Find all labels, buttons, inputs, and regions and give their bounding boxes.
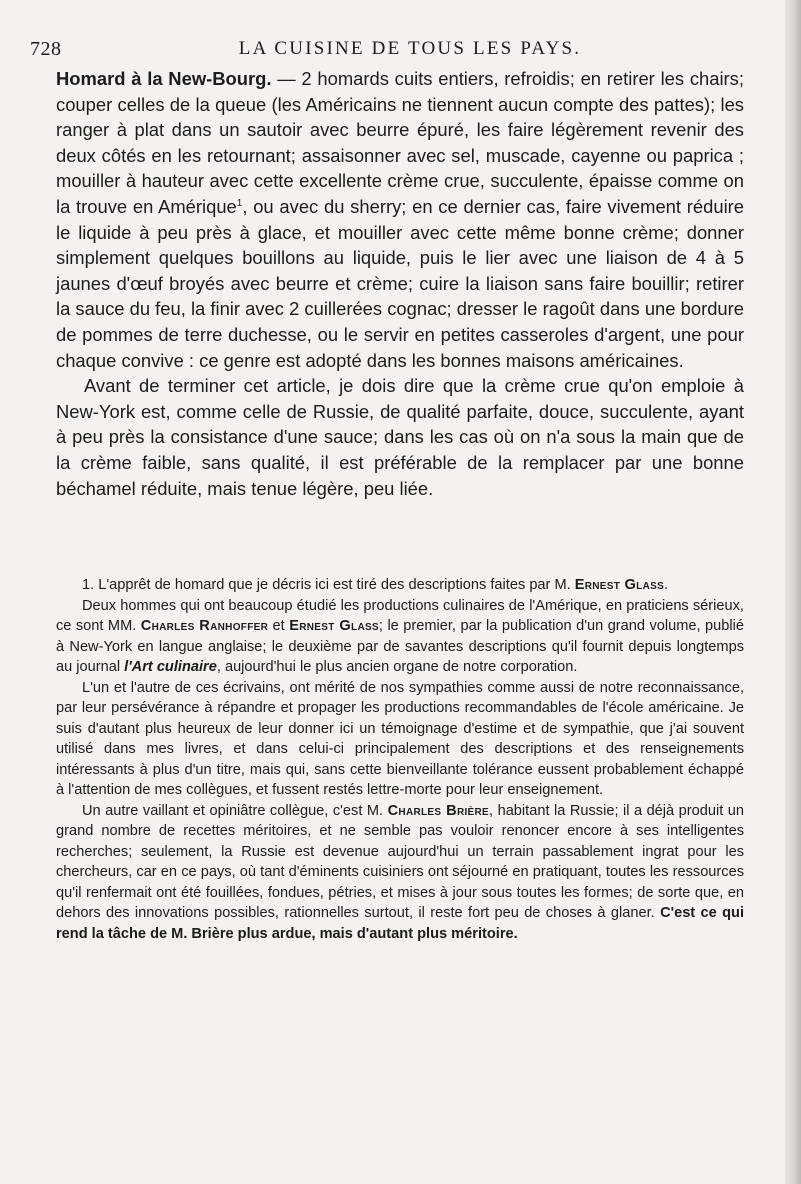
fn4-text-c: C'est ce qui rend la tâche de M. Brière plus ardue, mais d'autant plus méritoire. <box>56 905 745 942</box>
author-name: Ernest Glass <box>289 618 379 634</box>
author-name: Charles Brière <box>387 802 490 819</box>
fn2-text-c: , aujourd'hui le plus ancien organe de notre corporation. <box>216 659 578 675</box>
fn2-and: et <box>268 618 290 634</box>
recipe-paragraph <box>56 66 744 373</box>
page-edge <box>785 0 801 1184</box>
recipe-title: Homard à la New-Bourg. <box>56 68 272 89</box>
footnote-paragraph-2 <box>56 596 744 678</box>
author-name: Charles Ranhoffer <box>140 618 269 634</box>
footnote-1 <box>56 575 744 596</box>
footnotes <box>56 575 744 944</box>
recipe-text-part2: , ou avec du sherry; en ce dernier cas, faire vivement réduire le liquide à peu près à glace, et mouiller avec cette même bonne crème; donner simplement quelques bouillons au liquide, puis le lier avec une liaison de 4 à 5 jaunes d'œuf broyés avec beurre et crème; cuire la liaison sans faire bouillir; retirer la sauce du feu, la finir avec 2 cuillerées cognac; dresser le ragoût dans une bordure de pommes de terre duchesse, ou le servir en petites casseroles d'argent, une pour chaque convive : ce genre est adopté dans les bonnes maisons américaines. <box>56 195 745 371</box>
fn4-text-b: , habitant la Russie; il a déjà produit un grand nombre de recettes méritoires, et ne semble pas vouloir renoncer encore à ses intelligentes recherches; seulement, la Russie est devenue aujourd'hui un terrain passablement ingrat pour les chercheurs, car en ce pays, où tant d'éminents cuisiniers ont séjourné en pratiquant, toutes les ressources qu'il renfermait ont été fouillées, fondues, pétries, et mises à jour sous toutes les formes; de sorte que, en dehors des innovations possibles, rationnelles surtout, il reste fort peu de choses à glaner. <box>56 802 744 921</box>
fn4-text-a: Un autre vaillant et opiniâtre collègue, c'est M. <box>82 802 388 819</box>
main-text <box>56 66 744 501</box>
journal-title: l'Art culinaire <box>124 659 217 675</box>
recipe-text-part1: — 2 homards cuits entiers, refroidis; en retirer les chairs; couper celles de la queue (les Américains ne tiennent aucun compte des pattes); les ranger à plat dans un sautoir avec beurre épuré, les faire légèrement revenir des deux côtés en les retournant; assaisonner avec sel, muscade, cayenne ou paprica ; mouiller à hauteur avec cette excellente crème crue, succulente, épaisse comme on la trouve en Amérique <box>56 68 744 217</box>
footnote-paragraph-3: L'un et l'autre de ces écrivains, ont mérité de nos sympathies comme aussi de notre reconnaissance, par leur persévérance à répandre et propager les productions recommandables de l'école américaine. Je suis d'autant plus heureux de leur donner ici un témoignage d'estime et de sympathie, que j'ai souvent utilisé dans mes livres, et dans celui-ci principalement des descriptions et des renseignements intéressants à plus d'un titre, mais qui, sans cette bienveillante tolérance eussent probablement échappé à l'attention de mes collègues, et fussent restés lettre-morte pour leur enseignement. <box>56 679 744 798</box>
footnote-paragraph-4 <box>56 801 744 945</box>
page-header <box>30 38 750 62</box>
running-title: LA CUISINE DE TOUS LES PAYS. <box>238 38 582 59</box>
author-name: Ernest Glass <box>574 577 665 593</box>
closing-paragraph: Avant de terminer cet article, je dois dire que la crème crue qu'on emploie à New-York est, comme celle de Russie, de qualité parfaite, douce, succulente, ayant à peu près la consistance d'une sauce; dans les cas où on n'a sous la main que de la crème faible, sans qualité, il est préférable de la remplacer par une bonne béchamel réduite, mais tenue légère, peu liée. <box>56 375 744 499</box>
footnote-ref: 1 <box>236 197 243 209</box>
page-number: 728 <box>30 38 62 60</box>
fn2-text-b: ; le premier, par la publication d'un grand volume, publié à New-York en langue anglaise; le deuxième par de savantes descriptions qu'il fournit depuis longtemps au journal <box>56 618 744 675</box>
footnote-1-end: . <box>664 577 669 593</box>
fn2-text-a: Deux hommes qui ont beaucoup étudié les productions culinaires de l'Amérique, en praticiens sérieux, ce sont MM. <box>56 597 744 634</box>
footnote-1-text: 1. L'apprêt de homard que je décris ici est tiré des descriptions faites par M. <box>82 577 575 593</box>
